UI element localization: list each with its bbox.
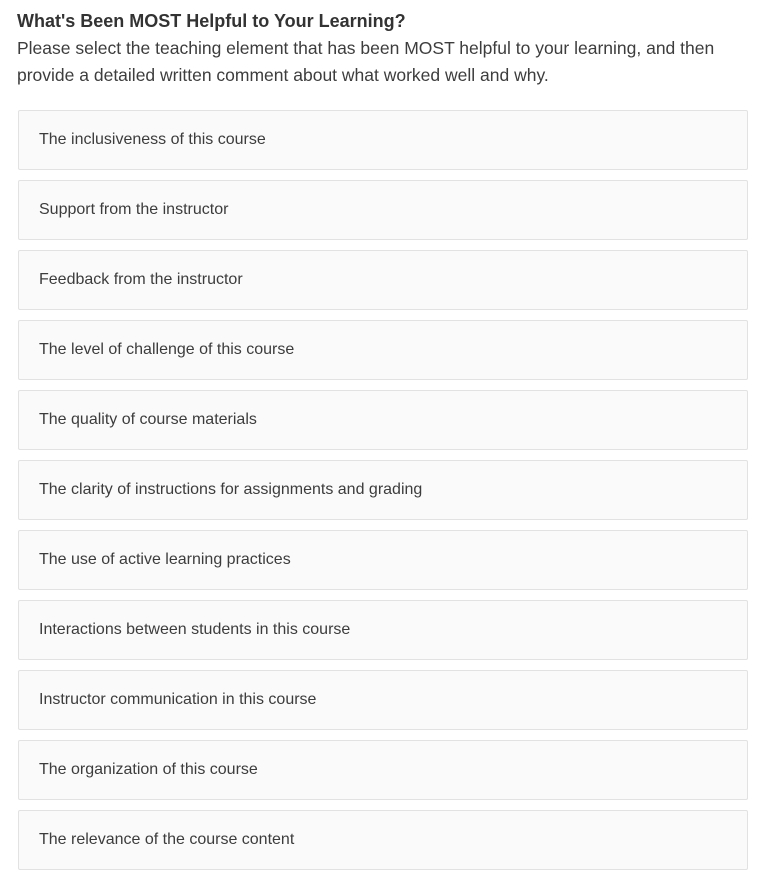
option-label: Feedback from the instructor [39, 271, 243, 288]
option-level-of-challenge[interactable] [18, 320, 748, 380]
option-inclusiveness[interactable] [18, 110, 748, 170]
option-student-interactions[interactable] [18, 600, 748, 660]
option-label: The relevance of the course content [39, 831, 295, 848]
option-label: Support from the instructor [39, 201, 229, 218]
option-instructor-communication[interactable] [18, 670, 748, 730]
option-label: The clarity of instructions for assignments and grading [39, 481, 423, 498]
option-active-learning[interactable] [18, 530, 748, 590]
question-description: Please select the teaching element that has been MOST helpful to your learning, and then provide a detailed written comment about what worked well and why. [17, 38, 715, 85]
option-instructor-feedback[interactable] [18, 250, 748, 310]
option-course-materials[interactable] [18, 390, 748, 450]
answer-options-list [18, 110, 748, 880]
option-label: The use of active learning practices [39, 551, 291, 568]
option-content-relevance[interactable] [18, 810, 748, 870]
option-clarity-of-instructions[interactable] [18, 460, 748, 520]
option-label: The level of challenge of this course [39, 341, 295, 358]
option-label: Interactions between students in this course [39, 621, 351, 638]
survey-question [17, 9, 747, 89]
question-title: What's Been MOST Helpful to Your Learning? [17, 11, 406, 31]
option-label: The inclusiveness of this course [39, 131, 266, 148]
option-instructor-support[interactable] [18, 180, 748, 240]
option-label: The quality of course materials [39, 411, 257, 428]
option-course-organization[interactable] [18, 740, 748, 800]
option-label: Instructor communication in this course [39, 691, 317, 708]
option-label: The organization of this course [39, 761, 258, 778]
